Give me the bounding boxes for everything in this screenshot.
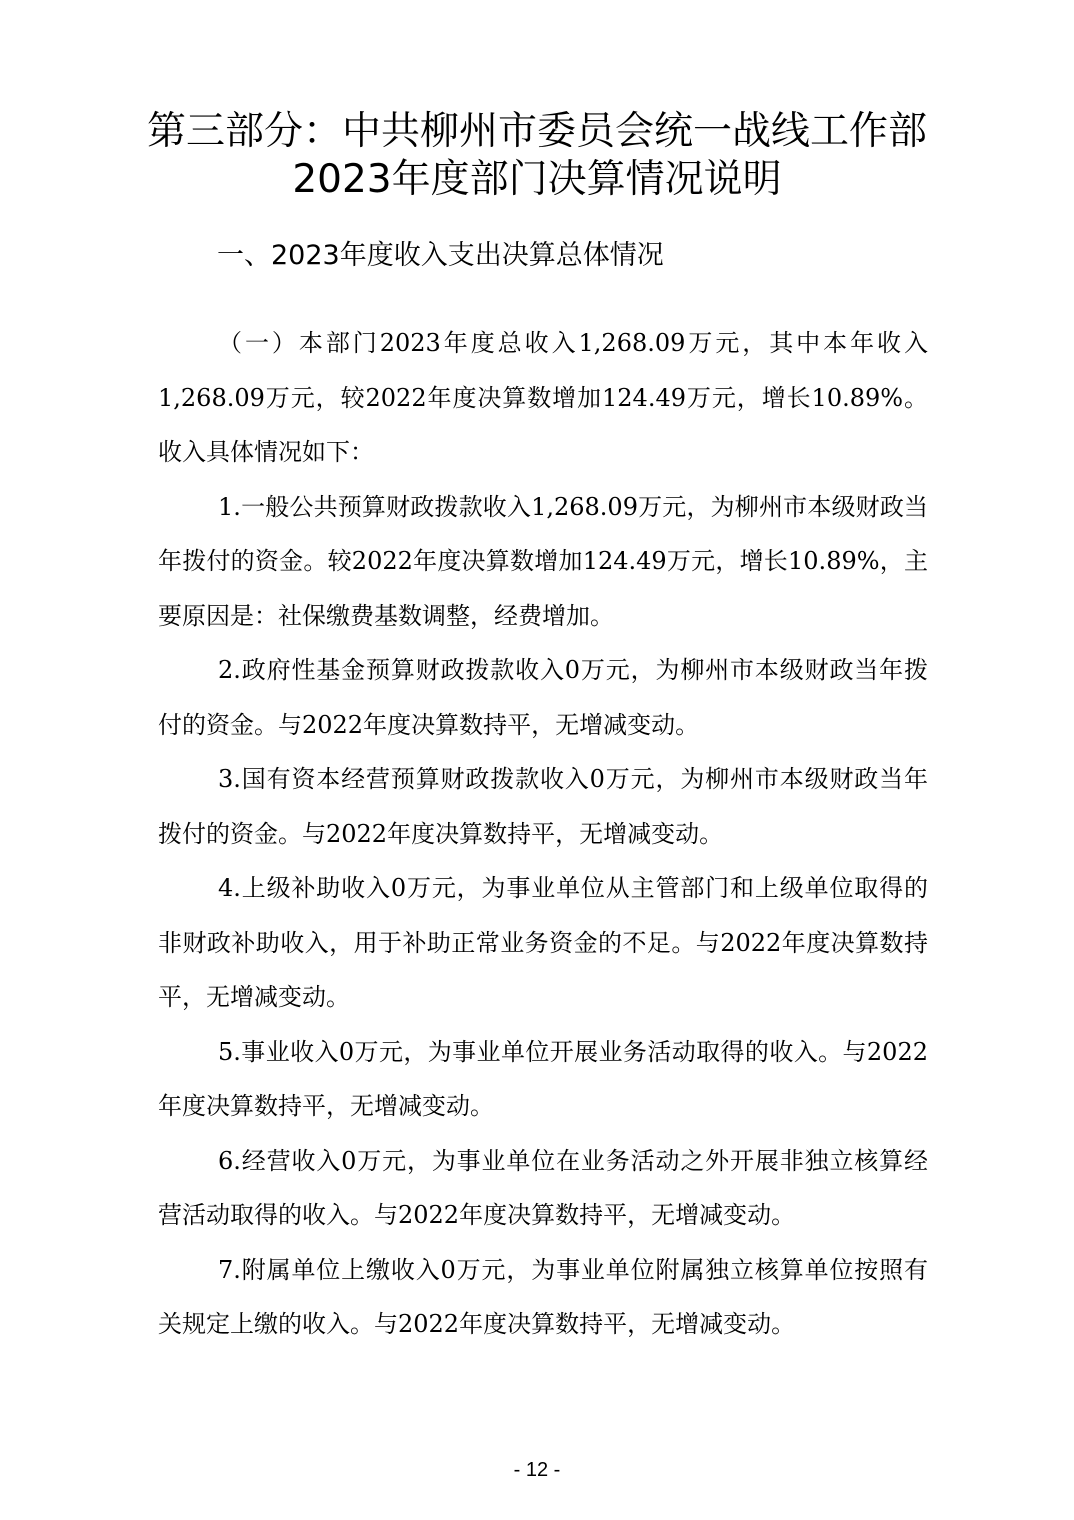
paragraph-item-2: 2.政府性基金预算财政拨款收入0万元，为柳州市本级财政当年拨付的资金。与2022年度决算数持平，无增减变动。 — [158, 656, 928, 739]
document-body — [158, 316, 928, 1352]
paragraph-item-6: 6.经营收入0万元，为事业单位在业务活动之外开展非独立核算经营活动取得的收入。与2022年度决算数持平，无增减变动。 — [158, 1146, 928, 1229]
paragraph-item-1: 1.一般公共预算财政拨款收入1,268.09万元，为柳州市本级财政当年拨付的资金。较2022年度决算数增加124.49万元，增长10.89%，主要原因是：社保缴费基数调整，经费增加。 — [158, 492, 928, 630]
paragraph-summary: （一）本部门2023年度总收入1,268.09万元，其中本年收入1,268.09万元，较2022年度决算数增加124.49万元，增长10.89%。收入具体情况如下： — [158, 329, 928, 466]
document-title: 第三部分：中共柳州市委员会统一战线工作部2023年度部门决算情况说明 — [146, 109, 927, 202]
paragraph-item-4: 4.上级补助收入0万元，为事业单位从主管部门和上级单位取得的非财政补助收入，用于补助正常业务资金的不足。与2022年度决算数持平，无增减变动。 — [158, 874, 928, 1011]
section-heading: 一、2023年度收入支出决算总体情况 — [217, 240, 664, 271]
paragraph-item-5: 5.事业收入0万元，为事业单位开展业务活动取得的收入。与2022年度决算数持平，无增减变动。 — [158, 1037, 928, 1120]
paragraph-item-3: 3.国有资本经营预算财政拨款收入0万元，为柳州市本级财政当年拨付的资金。与2022年度决算数持平，无增减变动。 — [158, 765, 928, 848]
page-number: - 12 - — [513, 1459, 561, 1481]
paragraph-item-7: 7.附属单位上缴收入0万元，为事业单位附属独立核算单位按照有关规定上缴的收入。与2022年度决算数持平，无增减变动。 — [158, 1255, 928, 1338]
